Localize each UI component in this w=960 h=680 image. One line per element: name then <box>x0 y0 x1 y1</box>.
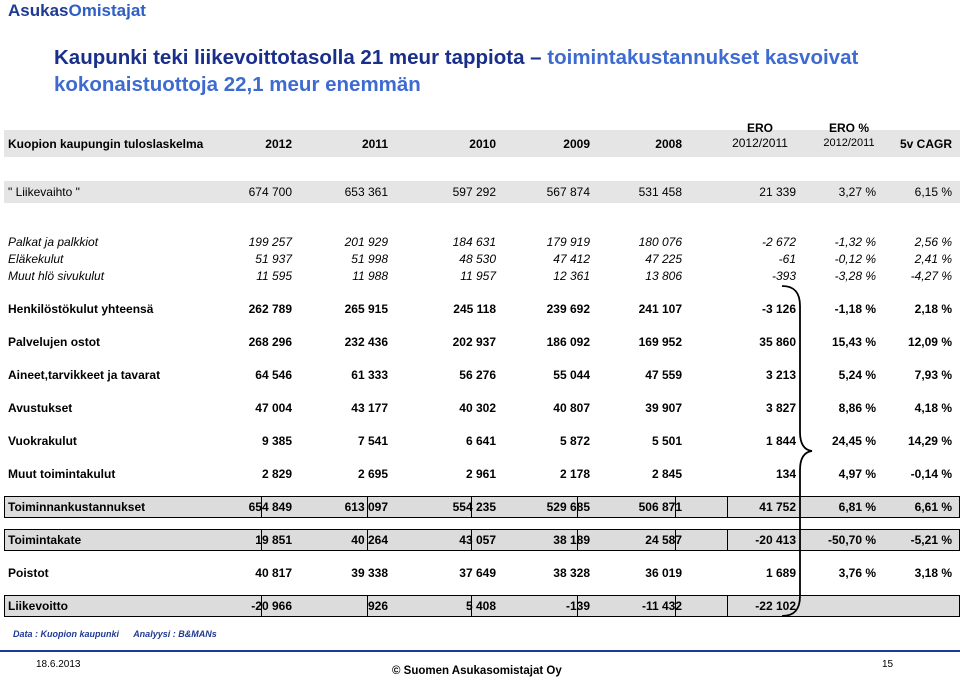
row-value: 199 257 <box>248 235 292 249</box>
row-value: 529 685 <box>546 500 590 514</box>
title-line2: kokonaistuottoja 22,1 meur enemmän <box>54 73 421 96</box>
row-value: 51 998 <box>351 252 388 266</box>
row-value: 202 937 <box>452 335 496 349</box>
row-value: 1 689 <box>765 566 796 580</box>
row-value: 2,56 % <box>914 235 952 249</box>
row-value: 180 076 <box>638 235 682 249</box>
title-dash: – <box>524 46 548 69</box>
row-label: Eläkekulut <box>8 252 64 266</box>
title-part2: toimintakustannukset kasvoivat <box>547 46 859 69</box>
row-value: 15,43 % <box>831 335 876 349</box>
row-label: Avustukset <box>8 401 73 415</box>
row-value: 36 019 <box>645 566 682 580</box>
row-value: 37 649 <box>459 566 496 580</box>
brand-part1: Asukas <box>8 1 69 20</box>
header-year: 2011 <box>361 137 388 151</box>
row-label: Muut toimintakulut <box>8 467 116 481</box>
row-label: Poistot <box>8 566 49 580</box>
row-value: 613 097 <box>344 500 388 514</box>
row-value: 47 559 <box>645 368 682 382</box>
row-value: 47 412 <box>553 252 590 266</box>
row-value: 2,41 % <box>914 252 952 266</box>
row-value: 12,09 % <box>907 335 952 349</box>
row-value: 21 339 <box>759 185 796 199</box>
row-value: -2 672 <box>761 235 796 249</box>
row-value: 40 264 <box>351 533 388 547</box>
row-value: 6 641 <box>465 434 496 448</box>
row-value: 245 118 <box>453 302 496 316</box>
row-value: 654 849 <box>248 500 292 514</box>
row-value: 1 844 <box>765 434 796 448</box>
row-value: 61 333 <box>351 368 388 382</box>
row-label: Palkat ja palkkiot <box>8 235 99 249</box>
row-value: 14,29 % <box>907 434 952 448</box>
row-value: 39 338 <box>351 566 388 580</box>
row-value: 35 860 <box>759 335 796 349</box>
footer-divider <box>0 650 960 652</box>
row-label: Toiminnankustannukset <box>8 500 146 514</box>
header-label: Kuopion kaupungin tuloslaskelma <box>8 137 204 151</box>
row-label: Henkilöstökulut yhteensä <box>8 302 154 316</box>
row-value: 40 817 <box>255 566 292 580</box>
row-value: -50,70 % <box>827 533 876 547</box>
row-value: -1,18 % <box>834 302 876 316</box>
row-value: 3,76 % <box>838 566 876 580</box>
row-value: 232 436 <box>344 335 388 349</box>
row-value: 169 952 <box>638 335 682 349</box>
row-value: 55 044 <box>553 368 590 382</box>
row-value: -20 413 <box>755 533 796 547</box>
row-value: 268 296 <box>248 335 292 349</box>
row-value: 6,15 % <box>914 185 952 199</box>
row-value: 11 988 <box>352 269 388 283</box>
row-value: 2 845 <box>651 467 682 481</box>
row-value: -11 432 <box>641 599 682 613</box>
footer-copyright: © Suomen Asukasomistajat Oy <box>392 665 562 677</box>
row-value: 41 752 <box>759 500 796 514</box>
header-ero <box>720 121 800 151</box>
row-value: 5 872 <box>559 434 590 448</box>
row-value: 3 213 <box>765 368 796 382</box>
row-value: 5 408 <box>465 599 496 613</box>
row-value: 40 302 <box>459 401 496 415</box>
row-value: 2 829 <box>261 467 292 481</box>
header-year: 2009 <box>563 137 590 151</box>
row-value: -61 <box>778 252 796 266</box>
row-value: 11 957 <box>460 269 496 283</box>
row-value: 262 789 <box>248 302 292 316</box>
row-value: 926 <box>367 599 388 613</box>
row-value: -5,21 % <box>910 533 952 547</box>
row-value: -20 966 <box>251 599 292 613</box>
row-value: 506 871 <box>638 500 682 514</box>
row-value: 38 189 <box>553 533 590 547</box>
row-value: 24 587 <box>645 533 682 547</box>
row-value: 11 595 <box>256 269 292 283</box>
row-value: 3,27 % <box>838 185 876 199</box>
row-value: 184 631 <box>452 235 496 249</box>
row-value: 38 328 <box>553 566 590 580</box>
row-value: 19 851 <box>255 533 292 547</box>
row-value: -0,14 % <box>910 467 952 481</box>
row-value: 653 361 <box>344 185 388 199</box>
row-label: Palvelujen ostot <box>8 335 101 349</box>
row-value: 3,18 % <box>914 566 952 580</box>
row-value: 7,93 % <box>914 368 952 382</box>
data-source: Data : Kuopion kaupunki <box>13 629 120 639</box>
row-value: 4,18 % <box>914 401 952 415</box>
row-value: 4,97 % <box>838 467 876 481</box>
row-value: 51 937 <box>255 252 292 266</box>
header-cagr: 5v CAGR <box>899 137 952 151</box>
row-value: 24,45 % <box>831 434 876 448</box>
row-value: 2,18 % <box>914 302 952 316</box>
row-value: -393 <box>771 269 796 283</box>
row-label: Aineet,tarvikkeet ja tavarat <box>8 368 161 382</box>
row-value: 201 929 <box>344 235 388 249</box>
table-row <box>4 181 956 203</box>
row-value: 43 057 <box>459 533 496 547</box>
row-value: 40 807 <box>553 401 590 415</box>
row-value: -1,32 % <box>834 235 876 249</box>
header-year: 2010 <box>469 137 496 151</box>
row-value: 48 530 <box>459 252 496 266</box>
row-value: -3,28 % <box>834 269 876 283</box>
row-value: 241 107 <box>638 302 682 316</box>
row-value: 3 827 <box>765 401 796 415</box>
row-value: 2 178 <box>559 467 590 481</box>
header-year: 2008 <box>655 137 682 151</box>
row-value: -139 <box>565 599 590 613</box>
brand-part2: Omistajat <box>68 1 146 20</box>
row-value: -4,27 % <box>910 269 952 283</box>
row-value: 39 907 <box>645 401 682 415</box>
title-part1: Kaupunki teki liikevoittotasolla 21 meur tappiota <box>54 46 525 69</box>
row-value: 239 692 <box>546 302 590 316</box>
row-value: 597 292 <box>452 185 496 199</box>
header-eropct-top: ERO % <box>828 121 869 135</box>
row-value: 43 177 <box>351 401 388 415</box>
page-number: 15 <box>882 659 894 670</box>
row-value: 47 225 <box>645 252 682 266</box>
row-value: 2 961 <box>465 467 496 481</box>
analysis-credit: Analyysi : B&MANs <box>133 629 217 639</box>
row-value: 265 915 <box>344 302 388 316</box>
row-label: Vuokrakulut <box>8 434 77 448</box>
row-value: 554 235 <box>452 500 496 514</box>
row-value: 9 385 <box>261 434 292 448</box>
header-eropct-bottom: 2012/2011 <box>823 137 875 149</box>
row-value: 134 <box>775 467 796 481</box>
row-value: -0,12 % <box>834 252 876 266</box>
row-value: 179 919 <box>546 235 590 249</box>
row-label: Liikevoitto <box>8 599 69 613</box>
row-value: 2 695 <box>357 467 388 481</box>
row-value: 12 361 <box>553 269 590 283</box>
header-ero-top: ERO <box>746 121 773 135</box>
row-label: Muut hlö sivukulut <box>8 269 105 283</box>
row-value: 7 541 <box>357 434 388 448</box>
row-value: 531 458 <box>638 185 682 199</box>
header-eropct <box>804 121 894 151</box>
row-value: 13 806 <box>645 269 682 283</box>
row-label: Toimintakate <box>8 533 82 547</box>
row-value: 186 092 <box>546 335 590 349</box>
row-value: 5 501 <box>651 434 682 448</box>
header-ero-bottom: 2012/2011 <box>732 136 788 150</box>
row-value: 64 546 <box>255 368 292 382</box>
row-value: 56 276 <box>459 368 496 382</box>
row-label: " Liikevaihto " <box>8 185 80 199</box>
row-value: -3 126 <box>761 302 796 316</box>
footer-date: 18.6.2013 <box>36 659 81 670</box>
brace-icon <box>780 282 814 620</box>
row-value: 674 700 <box>248 185 292 199</box>
row-value: 47 004 <box>255 401 292 415</box>
row-value: 5,24 % <box>838 368 876 382</box>
row-value: -22 102 <box>755 599 796 613</box>
header-year: 2012 <box>265 137 292 151</box>
row-value: 6,61 % <box>914 500 952 514</box>
data-source-note <box>13 629 229 639</box>
row-value: 567 874 <box>546 185 590 199</box>
row-value: 8,86 % <box>838 401 876 415</box>
row-value: 6,81 % <box>838 500 876 514</box>
